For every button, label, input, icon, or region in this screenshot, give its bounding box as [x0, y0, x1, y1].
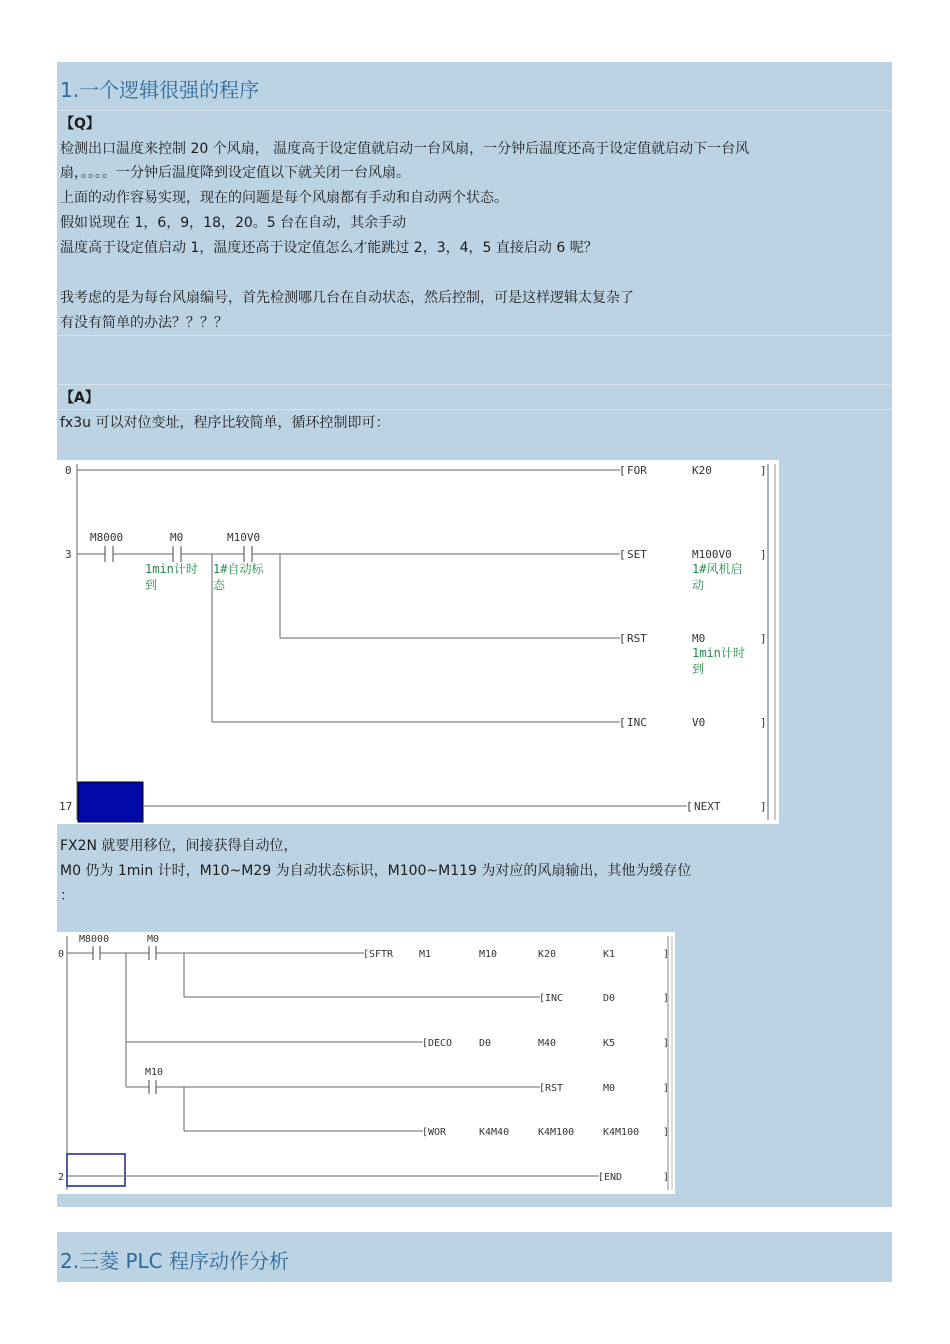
instruction-operand: M0: [603, 1083, 616, 1094]
ladder-diagram-2-svg: [57, 932, 675, 1194]
instruction-bracket: [: [539, 1083, 546, 1094]
cursor-box[interactable]: [67, 1154, 125, 1186]
ladder-diagram-fx3u: [57, 460, 779, 824]
deco-instruction: DECO: [428, 1038, 453, 1049]
cursor-highlight[interactable]: [78, 782, 143, 822]
instruction-bracket: ]: [663, 993, 670, 1004]
step-number: 3: [65, 548, 72, 561]
rst-comment: 1min计时: [692, 646, 745, 660]
step-number: 0: [58, 949, 65, 960]
instruction-operand: D0: [603, 993, 616, 1004]
end-instruction: END: [604, 1172, 623, 1183]
contact-m10: M10: [145, 1067, 164, 1078]
step-number: 0: [65, 464, 72, 477]
instruction-bracket: ]: [760, 800, 767, 813]
wor-instruction: WOR: [428, 1127, 447, 1138]
instruction-bracket: [: [619, 632, 626, 645]
ladder-diagram-1-svg: [57, 460, 779, 824]
instruction-bracket: ]: [663, 1172, 670, 1183]
instruction-bracket: ]: [663, 1083, 670, 1094]
instruction-operand: D0: [479, 1038, 492, 1049]
contact-comment: 1min计时: [145, 562, 198, 576]
set-comment: 1#风机启: [692, 562, 743, 576]
instruction-bracket: [: [422, 1038, 429, 1049]
instruction-operand: M1: [419, 949, 432, 960]
ladder-diagram-fx2n: [57, 932, 675, 1194]
instruction-bracket: ]: [663, 1038, 670, 1049]
sftr-instruction: SFTR: [369, 949, 394, 960]
rst-instruction: RST: [545, 1083, 564, 1094]
question-line: 有没有简单的办法？？？？: [60, 315, 228, 331]
fx2n-line: ：: [60, 888, 74, 904]
instruction-operand: K1: [603, 949, 616, 960]
question-line: 扇，。。。。一分钟后温度降到设定值以下就关闭一台风扇。: [60, 165, 410, 181]
divider: [57, 110, 892, 111]
question-line: 假如说现在 1，6，9，18，20。5 台在自动，其余手动: [60, 215, 407, 231]
contact-comment: 1#自动标: [213, 562, 264, 576]
contact-comment: 到: [145, 578, 158, 592]
answer-label: 【A】: [60, 390, 99, 406]
instruction-operand: K5: [603, 1038, 616, 1049]
instruction-operand: K4M100: [538, 1127, 575, 1138]
instruction-operand: K20: [538, 949, 557, 960]
step-number: 17: [59, 800, 73, 813]
next-instruction: NEXT: [694, 800, 721, 813]
instruction-bracket: ]: [760, 548, 767, 561]
contact-m8000: M8000: [79, 934, 110, 945]
question-line: 上面的动作容易实现，现在的问题是每个风扇都有手动和自动两个状态。: [60, 190, 508, 206]
instruction-operand: K4M40: [479, 1127, 510, 1138]
fx2n-line: FX2N 就要用移位，间接获得自动位，: [60, 838, 298, 854]
set-operand: M100V0: [692, 548, 732, 561]
question-label: 【Q】: [60, 116, 100, 132]
set-comment: 动: [692, 578, 705, 592]
divider: [57, 409, 892, 410]
contact-comment: 态: [213, 578, 226, 592]
instruction-bracket: [: [686, 800, 693, 813]
contact-m8000: M8000: [90, 531, 124, 544]
answer-line: fx3u 可以对位变址，程序比较简单，循环控制即可：: [60, 415, 390, 431]
contact-m10v0: M10V0: [227, 531, 261, 544]
instruction-operand: M40: [538, 1038, 557, 1049]
rst-instruction: RST: [627, 632, 647, 645]
instruction-bracket: [: [619, 464, 626, 477]
question-line: 检测出口温度来控制 20 个风扇， 温度高于设定值就启动一台风扇，一分钟后温度还高于设定值就启动下一台风: [60, 141, 750, 157]
instruction-operand: K4M100: [603, 1127, 640, 1138]
for-instruction: FOR: [627, 464, 647, 477]
instruction-bracket: [: [619, 716, 626, 729]
instruction-bracket: [: [422, 1127, 429, 1138]
section2-title: 2.三菱 PLC 程序动作分析: [60, 1249, 289, 1273]
instruction-bracket: ]: [760, 716, 767, 729]
for-operand: K20: [692, 464, 712, 477]
question-line: 我考虑的是为每台风扇编号，首先检测哪几台在自动状态，然后控制，可是这样逻辑太复杂了: [60, 290, 634, 306]
instruction-bracket: ]: [663, 1127, 670, 1138]
fx2n-line: M0 仍为 1min 计时，M10~M29 为自动状态标识，M100~M119 为对应的风扇输出，其他为缓存位: [60, 863, 692, 879]
instruction-bracket: [: [363, 949, 370, 960]
instruction-bracket: [: [619, 548, 626, 561]
instruction-bracket: ]: [760, 464, 767, 477]
rst-operand: M0: [692, 632, 706, 645]
question-line: 温度高于设定值启动 1，温度还高于设定值怎么才能跳过 2，3，4，5 直接启动 6 呢？: [60, 240, 598, 256]
step-number: 2: [58, 1172, 65, 1183]
rst-comment: 到: [692, 662, 705, 676]
instruction-bracket: [: [598, 1172, 605, 1183]
divider: [57, 335, 892, 336]
inc-instruction: INC: [627, 716, 647, 729]
contact-m0: M0: [170, 531, 184, 544]
contact-m0: M0: [147, 934, 160, 945]
divider: [57, 384, 892, 385]
instruction-bracket: [: [539, 993, 546, 1004]
inc-operand: V0: [692, 716, 706, 729]
set-instruction: SET: [627, 548, 647, 561]
inc-instruction: INC: [545, 993, 564, 1004]
section1-title: 1.一个逻辑很强的程序: [60, 78, 260, 102]
instruction-bracket: ]: [663, 949, 670, 960]
instruction-operand: M10: [479, 949, 498, 960]
instruction-bracket: ]: [760, 632, 767, 645]
